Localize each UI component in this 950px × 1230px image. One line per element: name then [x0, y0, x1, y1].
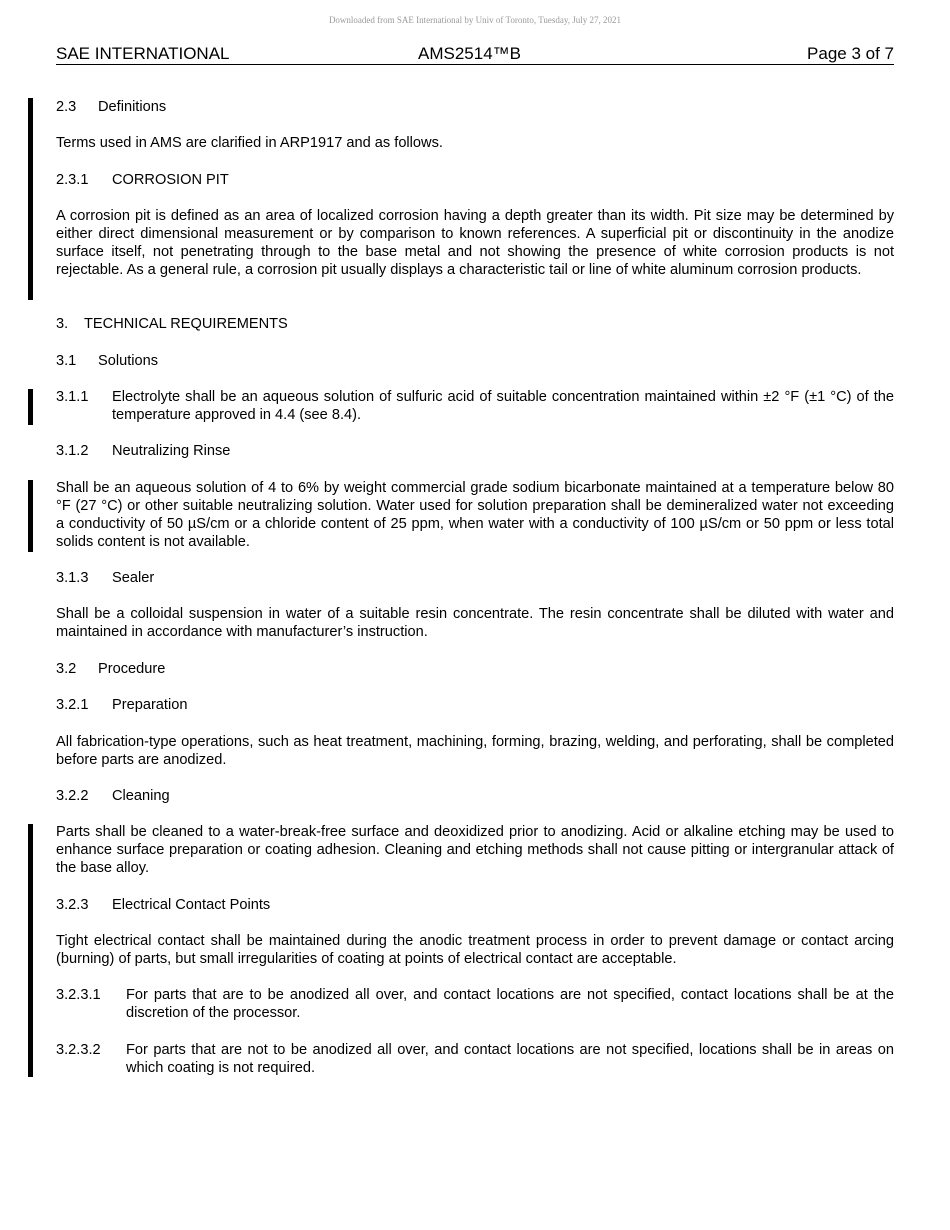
section-title: Procedure [98, 661, 166, 677]
section-title: Sealer [112, 570, 155, 586]
section-heading-2-3-1 [56, 171, 894, 189]
paragraph-3-2-2: Parts shall be cleaned to a water-break-free surface and deoxidized prior to anodizing. Acid or alkaline etching may be used to enhance surface preparation or coating adhesion. Cleaning and etching methods shall not cause pitting or intergranular attack of the base alloy. [56, 824, 894, 876]
change-bar [28, 98, 33, 300]
section-number: 3.2.3.1 [56, 987, 101, 1003]
section-number: 3.1 [56, 353, 77, 369]
paragraph-3-1-2: Shall be an aqueous solution of 4 to 6% by weight commercial grade sodium bicarbonate maintained at a temperature below 80 °F (27 °C) or other suitable neutralizing solution. Water used for solution preparation shall be demineralized water not exceeding a conductivity of 50 µS/cm or a chloride content of 25 ppm, when water with a conductivity of 100 µS/cm or 50 ppm or less total solids content is not available. [56, 480, 894, 550]
section-heading-3-2-1 [56, 696, 894, 714]
header-doc-id: AMS2514™B [418, 44, 521, 63]
section-heading-3-2 [56, 660, 894, 678]
section-heading-3-1-3 [56, 569, 894, 587]
paragraph-2-3-1: A corrosion pit is defined as an area of localized corrosion having a depth greater than its width. Pit size may be determined by either direct dimensional measurement or by comparison to known references. A superficial pit or discontinuity in the anodize surface itself, not penetrating through to the base metal and not showing the presence of white corrosion products is not rejectable. As a general rule, a corrosion pit usually displays a characteristic tail or line of white aluminum corrosion products. [56, 208, 894, 278]
section-title: Neutralizing Rinse [112, 443, 231, 459]
page-header [56, 44, 894, 65]
header-org: SAE INTERNATIONAL [56, 44, 230, 63]
section-title: Definitions [98, 99, 167, 115]
section-heading-3 [56, 315, 894, 333]
section-number: 3. [56, 316, 69, 332]
section-number: 3.2.3 [56, 897, 89, 913]
section-number: 2.3 [56, 99, 77, 115]
change-bar [28, 480, 33, 552]
change-bar [28, 389, 33, 425]
paragraph-text: For parts that are not to be anodized all over, and contact locations are not specified, locations shall be in areas on which coating is not required. [126, 1042, 894, 1076]
paragraph-3-1-1 [56, 388, 894, 424]
section-title: CORROSION PIT [112, 172, 229, 188]
section-number: 3.2.3.2 [56, 1042, 101, 1058]
section-heading-3-1-2 [56, 442, 894, 460]
paragraph-3-2-1: All fabrication-type operations, such as heat treatment, machining, forming, brazing, welding, and perforating, shall be completed before parts are anodized. [56, 734, 894, 768]
section-number: 3.1.2 [56, 443, 89, 459]
section-number: 2.3.1 [56, 172, 89, 188]
section-title: Cleaning [112, 788, 170, 804]
paragraph-text: Electrolyte shall be an aqueous solution of sulfuric acid of suitable concentration maintained within ±2 °F (±1 °C) of the temperature approved in 4.4 (see 8.4). [112, 389, 894, 423]
download-watermark: Downloaded from SAE International by Univ of Toronto, Tuesday, July 27, 2021 [328, 15, 622, 25]
paragraph-3-1-3: Shall be a colloidal suspension in water of a suitable resin concentrate. The resin concentrate shall be diluted with water and maintained in accordance with manufacturer’s instruction. [56, 606, 894, 640]
section-title: Electrical Contact Points [112, 897, 271, 913]
section-number: 3.2 [56, 661, 77, 677]
section-title: TECHNICAL REQUIREMENTS [84, 316, 288, 332]
section-heading-3-2-2 [56, 787, 894, 805]
section-heading-2-3 [56, 98, 894, 116]
paragraph-2-3-intro: Terms used in AMS are clarified in ARP1917 and as follows. [56, 135, 443, 151]
section-number: 3.1.3 [56, 570, 89, 586]
paragraph-3-2-3-1 [56, 986, 894, 1022]
section-heading-3-1 [56, 352, 894, 370]
section-number: 3.1.1 [56, 389, 89, 405]
paragraph-3-2-3-2 [56, 1041, 894, 1077]
section-title: Preparation [112, 697, 188, 713]
paragraph-3-2-3: Tight electrical contact shall be maintained during the anodic treatment process in order to prevent damage or contact arcing (burning) of parts, but small irregularities of coating at points of electrical contact are acceptable. [56, 933, 894, 967]
section-number: 3.2.2 [56, 788, 89, 804]
section-heading-3-2-3 [56, 896, 894, 914]
section-number: 3.2.1 [56, 697, 89, 713]
paragraph-text: For parts that are to be anodized all over, and contact locations are not specified, contact locations shall be at the discretion of the processor. [126, 987, 894, 1021]
change-bar [28, 824, 33, 1077]
header-page-number: Page 3 of 7 [807, 44, 894, 63]
section-title: Solutions [98, 353, 159, 369]
